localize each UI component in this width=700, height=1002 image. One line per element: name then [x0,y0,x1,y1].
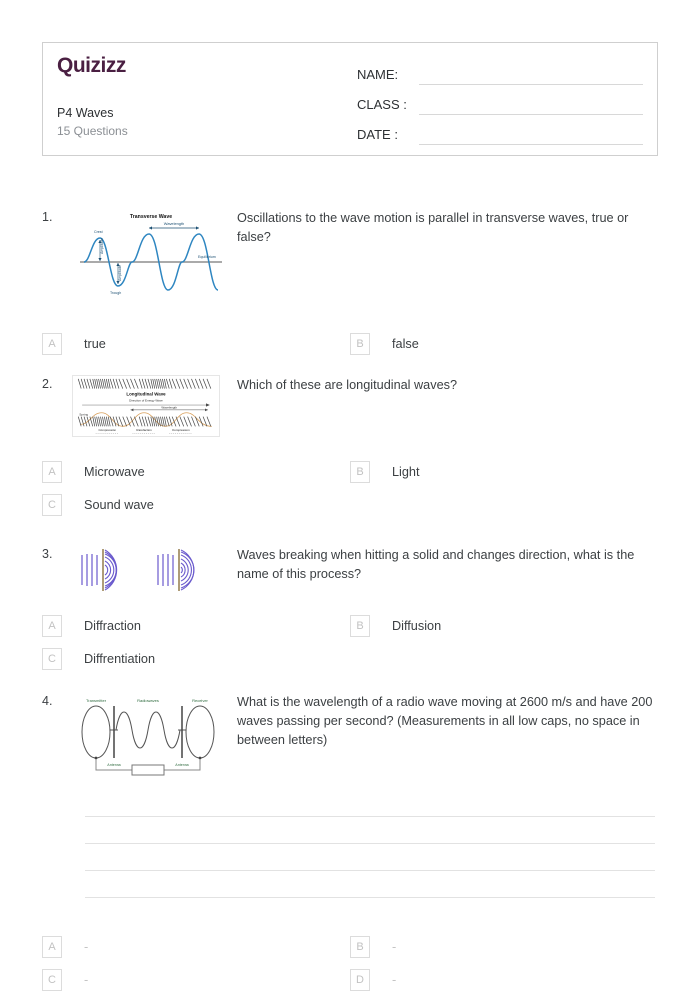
question-1-option-a[interactable] [42,333,350,355]
question-3-option-a[interactable] [42,615,350,637]
svg-text:Transverse Wave: Transverse Wave [129,214,173,220]
svg-text:Direction of Energy Wave: Direction of Energy Wave [129,398,163,403]
question-3-option-c[interactable] [42,648,350,670]
option-letter-c: C [42,648,62,670]
question-1-image [72,208,237,305]
svg-text:Trough: Trough [110,291,122,295]
longitudinal-wave-diagram [72,375,220,437]
option-text-a: Diffraction [84,619,141,633]
question-4-option-a[interactable] [42,936,350,958]
svg-text:Amplitude: Amplitude [100,238,104,254]
option-letter-a: A [42,936,62,958]
question-1 [42,208,658,305]
question-2-option-b[interactable] [350,461,658,483]
quiz-title: P4 Waves [57,106,114,120]
class-field-input[interactable] [419,94,643,115]
option-text-b: Light [392,465,420,479]
svg-text:Crest: Crest [94,230,103,234]
option-letter-c: C [42,969,62,991]
question-3-text: Waves breaking when hitting a solid and changes direction, what is the name of this process? [237,548,635,582]
question-2-options [42,461,658,527]
option-letter-d: D [350,969,370,991]
svg-text:Spring: Spring [79,412,89,417]
svg-text:Rarefaction: Rarefaction [136,428,152,433]
svg-text:Transmitter: Transmitter [85,698,107,703]
worksheet-header-card [42,42,658,156]
radio-transmitter-receiver-diagram [72,692,224,777]
svg-text:Wavelength: Wavelength [163,221,185,226]
option-text-a: - [84,940,89,954]
answer-line[interactable] [85,817,655,844]
svg-text:Amplitude: Amplitude [118,265,122,281]
question-4-text: What is the wavelength of a radio wave moving at 2600 m/s and have 200 waves passing per second? (Measurements in all low caps, no space in between letters) [237,695,653,748]
question-2-text: Which of these are longitudinal waves? [237,378,458,392]
question-3-option-b[interactable] [350,615,658,637]
answer-line[interactable] [85,871,655,898]
answer-line[interactable] [85,790,655,817]
name-field-row [357,55,643,85]
question-4-options [42,936,658,1002]
option-text-c: Sound wave [84,498,154,512]
diffraction-diagram [72,545,230,595]
question-4 [42,692,658,782]
question-1-options [42,333,658,366]
svg-text:Antenna: Antenna [175,763,189,767]
svg-text:Longitudinal Wave: Longitudinal Wave [126,391,166,397]
question-3 [42,545,658,600]
name-field-label: NAME: [357,67,399,82]
svg-text:Antenna: Antenna [107,763,121,767]
name-field-input[interactable] [419,64,643,85]
question-4-image [72,692,237,782]
question-2-option-c[interactable] [42,494,350,516]
svg-text:Wavelength: Wavelength [161,405,178,410]
class-field-label: CLASS : [357,97,407,112]
date-field-row [357,115,643,145]
option-letter-b: B [350,936,370,958]
class-field-row [357,85,643,115]
date-field-label: DATE : [357,127,398,142]
question-4-number: 4. [42,694,53,708]
question-4-answer-area[interactable] [85,790,655,898]
svg-text:Compression: Compression [98,428,117,433]
answer-line[interactable] [85,844,655,871]
question-2-image [72,375,237,442]
question-3-number: 3. [42,547,53,561]
question-2-option-a[interactable] [42,461,350,483]
option-letter-b: B [350,615,370,637]
option-letter-c: C [42,494,62,516]
quiz-question-count: 15 Questions [57,123,128,138]
svg-text:Receiver: Receiver [192,698,208,703]
option-text-a: true [84,337,106,351]
svg-text:Equilibrium: Equilibrium [198,255,216,259]
question-3-options [42,615,658,681]
question-1-number: 1. [42,210,53,224]
option-text-a: Microwave [84,465,145,479]
option-text-c: - [84,973,89,987]
option-text-c: Diffrentiation [84,652,155,666]
header-left-section [43,43,343,155]
option-letter-b: B [350,333,370,355]
question-1-text: Oscillations to the wave motion is parallel in transverse waves, true or false? [237,211,629,245]
option-text-b: false [392,337,419,351]
option-text-b: Diffusion [392,619,442,633]
svg-text:Compression: Compression [172,428,190,433]
question-3-image [72,545,237,600]
option-text-d: - [392,973,397,987]
question-1-option-b[interactable] [350,333,658,355]
student-info-fields [343,43,657,155]
question-2-number: 2. [42,377,53,391]
transverse-wave-diagram [72,208,230,300]
option-text-b: - [392,940,397,954]
question-2 [42,375,658,442]
quizizz-logo [57,55,343,101]
option-letter-a: A [42,461,62,483]
svg-text:Radiowaves: Radiowaves [137,698,159,703]
question-4-option-b[interactable] [350,936,658,958]
date-field-input[interactable] [419,124,643,145]
question-4-option-d[interactable] [350,969,658,991]
option-letter-a: A [42,615,62,637]
question-4-option-c[interactable] [42,969,350,991]
quizizz-logo-text: Quizizz [57,54,126,77]
option-letter-a: A [42,333,62,355]
option-letter-b: B [350,461,370,483]
